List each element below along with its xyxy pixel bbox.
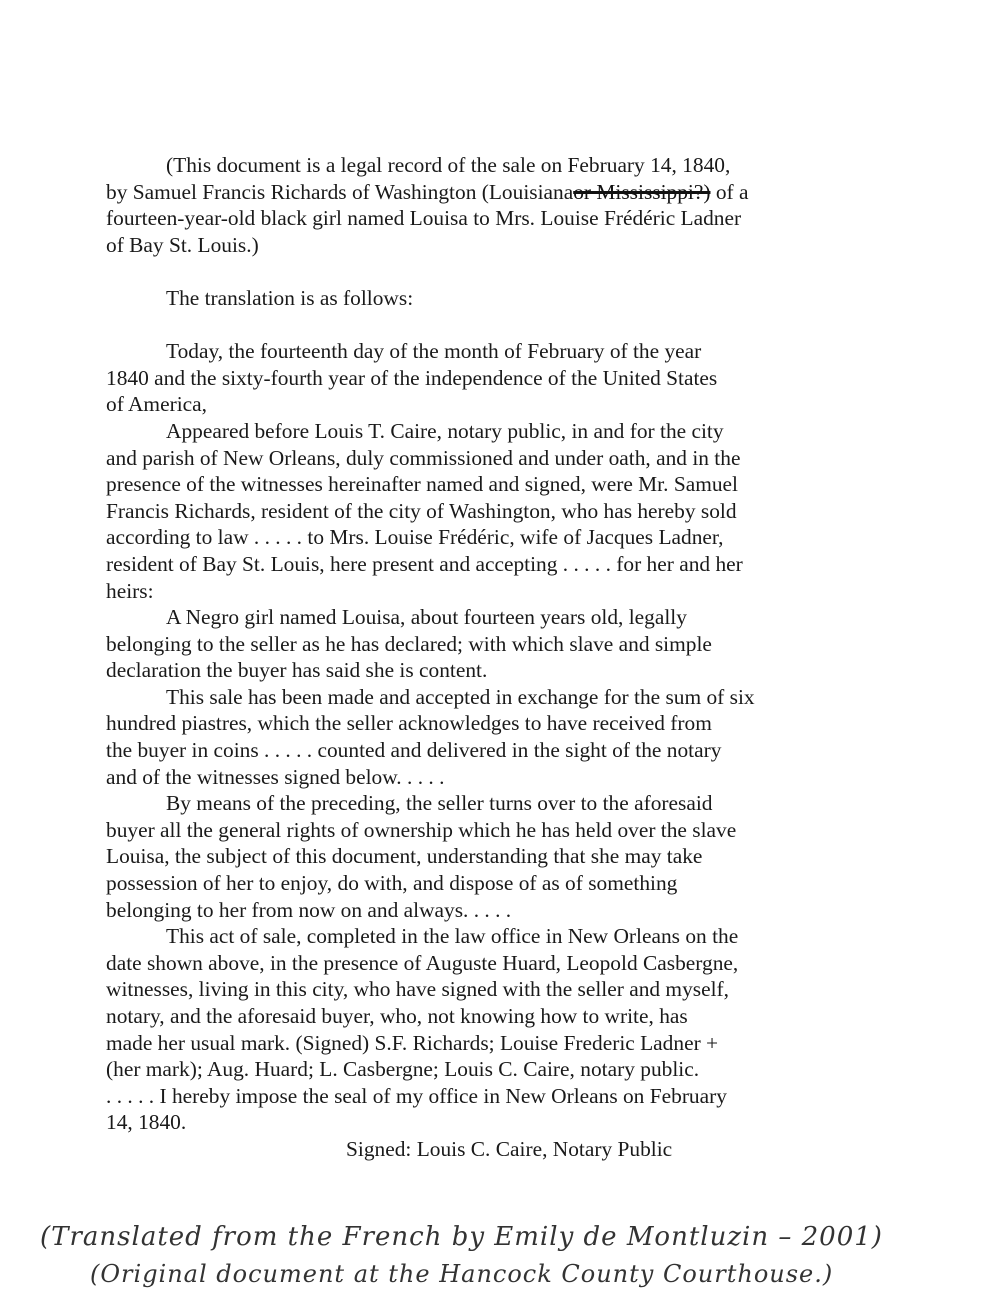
- body-line: This act of sale, completed in the law office in New Orleans on the: [166, 924, 739, 949]
- body-line: declaration the buyer has said she is content.: [106, 658, 488, 683]
- body-line: date shown above, in the presence of Auguste Huard, Leopold Casbergne,: [106, 950, 739, 975]
- translation-body: [106, 338, 906, 1136]
- body-line: Appeared before Louis T. Caire, notary public, in and for the city: [166, 418, 724, 443]
- body-line: Today, the fourteenth day of the month of February of the year: [166, 339, 702, 364]
- body-line: A Negro girl named Louisa, about fourteen years old, legally: [166, 605, 687, 630]
- intro-line-2b: of a: [710, 179, 749, 204]
- signature-line: Signed: Louis C. Caire, Notary Public: [346, 1136, 673, 1161]
- handwritten-note-1: (Translated from the French by Emily de Montluzin – 2001): [40, 1222, 883, 1252]
- body-line: the buyer in coins . . . . . counted and delivered in the sight of the notary: [106, 738, 722, 763]
- body-line: belonging to her from now on and always. . . . .: [106, 897, 512, 922]
- body-line: possession of her to enjoy, do with, and dispose of as of something: [106, 871, 678, 896]
- intro-line-2: [106, 179, 906, 206]
- body-line: buyer all the general rights of ownership which he has held over the slave: [106, 817, 737, 842]
- body-line: 14, 1840.: [106, 1110, 187, 1135]
- body-line: Louisa, the subject of this document, understanding that she may take: [106, 844, 703, 869]
- intro-line-1: (This document is a legal record of the sale on February 14, 1840,: [166, 153, 731, 177]
- body-line: By means of the preceding, the seller turns over to the aforesaid: [166, 791, 713, 816]
- body-line: (her mark); Aug. Huard; L. Casbergne; Louis C. Caire, notary public.: [106, 1057, 700, 1082]
- document-text: [106, 152, 906, 1163]
- intro-line-2a: by Samuel Francis Richards of Washington (Louisiana: [106, 179, 574, 204]
- body-line: witnesses, living in this city, who have signed with the seller and myself,: [106, 977, 730, 1002]
- body-line: according to law . . . . . to Mrs. Louise Frédéric, wife of Jacques Ladner,: [106, 525, 724, 550]
- body-line: 1840 and the sixty-fourth year of the independence of the United States: [106, 365, 718, 390]
- translation-heading: The translation is as follows:: [166, 285, 414, 310]
- body-line: presence of the witnesses hereinafter named and signed, were Mr. Samuel: [106, 472, 738, 497]
- handwritten-note-2: (Original document at the Hancock County Courthouse.): [90, 1260, 834, 1288]
- body-line: Francis Richards, resident of the city of Washington, who has hereby sold: [106, 498, 737, 523]
- intro-line-3: fourteen-year-old black girl named Louisa to Mrs. Louise Frédéric Ladner: [106, 206, 742, 231]
- body-line: and of the witnesses signed below. . . . .: [106, 764, 445, 789]
- body-line: heirs:: [106, 578, 154, 603]
- body-line: This sale has been made and accepted in exchange for the sum of six: [166, 684, 755, 709]
- intro-line-4: of Bay St. Louis.): [106, 232, 259, 257]
- body-line: hundred piastres, which the seller acknowledges to have received from: [106, 711, 712, 736]
- body-line: belonging to the seller as he has declared; with which slave and simple: [106, 631, 712, 656]
- struck-text: or Mississippi?): [573, 179, 711, 204]
- body-line: . . . . . I hereby impose the seal of my office in New Orleans on February: [106, 1083, 727, 1108]
- body-line: resident of Bay St. Louis, here present and accepting . . . . . for her and her: [106, 551, 743, 576]
- body-line: made her usual mark. (Signed) S.F. Richards; Louise Frederic Ladner +: [106, 1030, 719, 1055]
- body-line: notary, and the aforesaid buyer, who, not knowing how to write, has: [106, 1004, 688, 1028]
- body-line: and parish of New Orleans, duly commissioned and under oath, and in the: [106, 445, 741, 470]
- body-line: of America,: [106, 392, 207, 417]
